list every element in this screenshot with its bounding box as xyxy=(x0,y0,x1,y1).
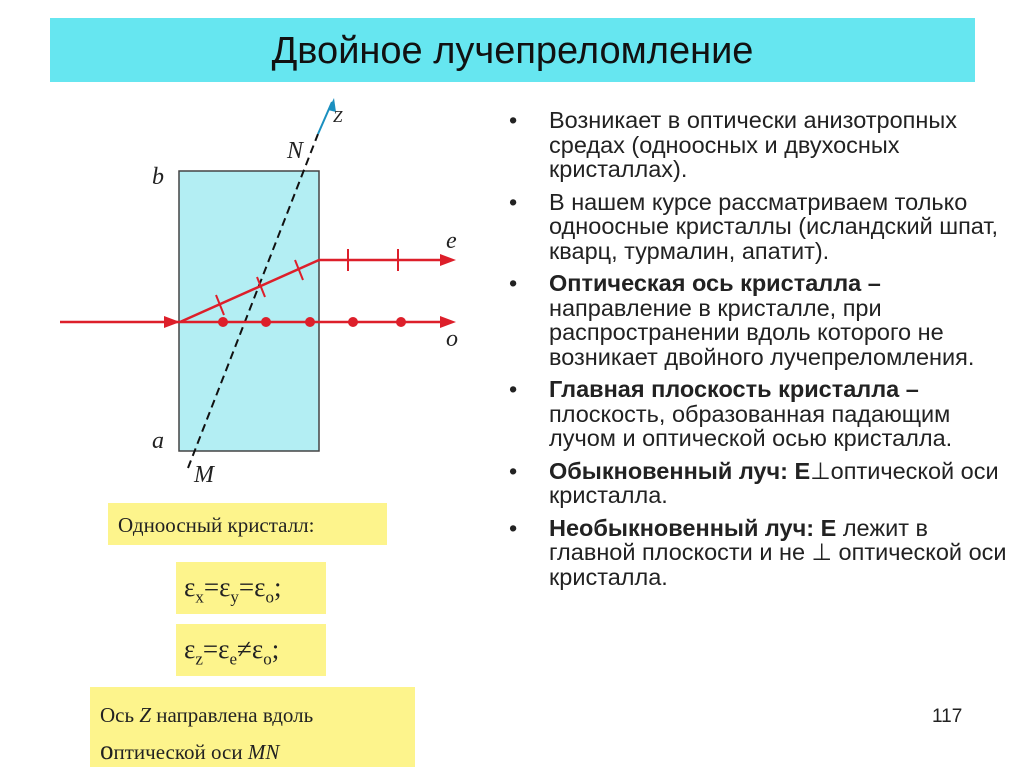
bullet-item: • Главная плоскость кристалла – плоскость, образованная падающим лучом и оптической осью кристалла. xyxy=(509,376,953,451)
bullet-marker: • xyxy=(509,107,518,133)
page-number: 117 xyxy=(932,706,963,727)
polarization-dot xyxy=(348,317,358,327)
bullet-marker: • xyxy=(509,188,518,215)
crystal-type-box xyxy=(108,503,387,545)
axis-note-line-1: Ось Z направлена вдоль xyxy=(100,703,314,727)
bullet-item: • Обыкновенный луч: E⊥оптической оси кристалла. xyxy=(509,457,999,508)
bullet-item: • Оптическая ось кристалла – направление в кристалле, при распространении вдоль которого не возникает двойного лучепреломления. xyxy=(509,270,975,370)
label-e: e xyxy=(446,228,457,254)
bullet-item: • Возникает в оптически анизотропных средах (одноосных и двухосных кристаллах). xyxy=(509,107,957,182)
bullet-marker: • xyxy=(509,270,518,296)
label-b: b xyxy=(152,164,164,190)
bullet-item: • В нашем курсе рассматриваем только одноосные кристаллы (исландский шпат, кварц, турмалин, апатит). xyxy=(509,188,999,264)
crystal-type-label: Одноосный кристалл: xyxy=(118,513,315,537)
polarization-dot xyxy=(218,317,228,327)
permittivity-eq-1: $\varepsilon_x=\varepsilon_y=\varepsilon_o$; xyxy=(184,572,282,607)
bullet-list xyxy=(507,108,1012,597)
permittivity-eq-2-box xyxy=(176,624,326,676)
bullet-marker: • xyxy=(509,376,518,402)
label-o: o xyxy=(446,326,458,352)
label-z: Z xyxy=(333,107,343,126)
label-M: M xyxy=(194,462,214,488)
polarization-dot xyxy=(305,317,315,327)
birefringence-diagram xyxy=(40,96,480,496)
permittivity-eq-2: $\varepsilon_z=\varepsilon_e\ne\varepsilon_o$; xyxy=(184,634,280,669)
incident-arrowhead xyxy=(164,316,180,328)
axis-note-box xyxy=(90,687,415,767)
bullet-item: • Необыкновенный луч: E лежит в главной плоскости и не ⊥ оптической оси кристалла. xyxy=(509,514,1007,590)
axis-note-line-2: оптической оси MN xyxy=(100,735,280,765)
crystal-block xyxy=(179,171,319,451)
label-a: a xyxy=(152,428,164,454)
bullet-marker: • xyxy=(509,514,518,541)
title-bar xyxy=(50,18,975,82)
permittivity-eq-1-box xyxy=(176,562,326,614)
label-N: N xyxy=(287,138,304,164)
polarization-dot xyxy=(261,317,271,327)
slide-title: Двойное лучепреломление xyxy=(271,30,754,72)
extraordinary-arrowhead xyxy=(440,254,456,266)
bullet-marker: • xyxy=(509,457,518,484)
polarization-dot xyxy=(396,317,406,327)
